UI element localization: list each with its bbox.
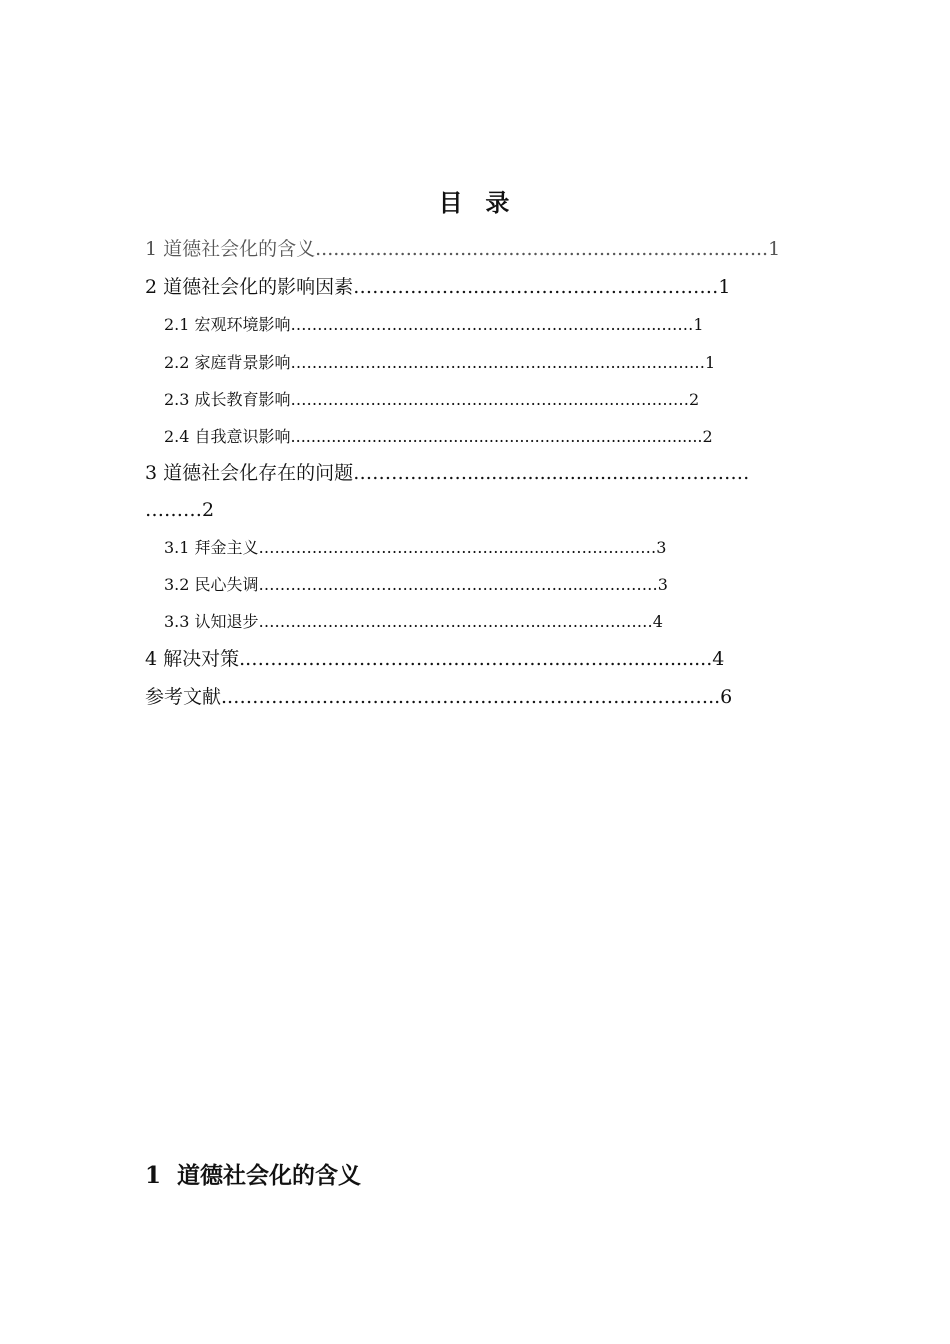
toc-entry-3: 3 道德社会化存在的问题………………...............................…………… — [145, 462, 750, 484]
toc-entry-2-3: 2.3 成长教育影响………………………………………………......……………2 — [164, 390, 700, 409]
toc-entry-1: 1 道德社会化的含义...........................................................................1 — [145, 238, 781, 260]
toc-entry-2-4: 2.4 自我意识影响.................................................................................2 — [164, 427, 713, 446]
toc-entry-2-2: 2.2 家庭背景影响……………………………………………………......…………1 — [164, 353, 716, 372]
toc-entry-4: 4 解决对策..…………………………..……………......…..................4 — [145, 648, 725, 670]
toc-entry-3-continuation: ………2 — [145, 499, 215, 521]
toc-title: 目 录 — [438, 188, 512, 217]
toc-entry-references: 参考文献..…………………………………………………………………..6 — [145, 686, 733, 708]
toc-entry-3-1: 3.1 拜金主义……………………………………….........…………………3 — [164, 538, 667, 557]
toc-entry-3-3: 3.3 认知退步……………………………………………..…………………4 — [164, 612, 663, 631]
section-heading: 1 道德社会化的含义 — [145, 1162, 362, 1189]
toc-entry-3-2: 3.2 民心失调………………………………………….………..……………3 — [164, 575, 668, 594]
toc-entry-2-1: 2.1 宏观环境影响……………………………………………………..........……1 — [164, 315, 704, 334]
toc-entry-2: 2 道德社会化的影响因素………………......………….…………………1 — [145, 276, 731, 298]
